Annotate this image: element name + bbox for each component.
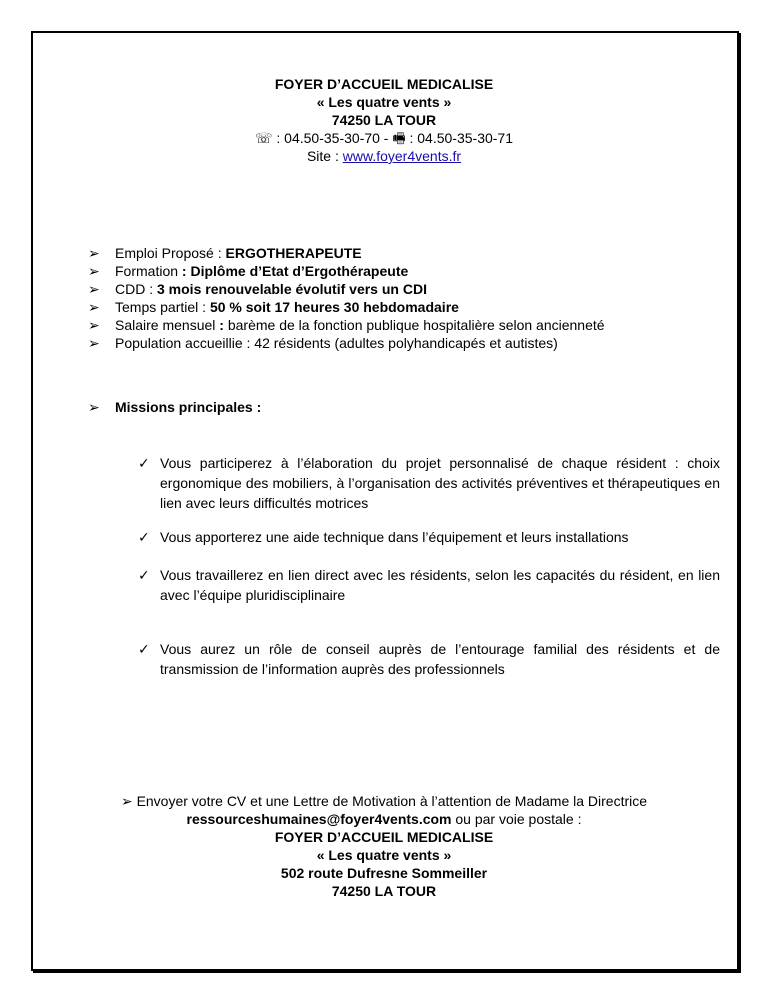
- phone-number: : 04.50-35-30-70 -: [272, 130, 393, 146]
- org-name: FOYER D’ACCUEIL MEDICALISE: [274, 76, 494, 92]
- mission-item: ✓ Vous apporterez une aide technique dans l’équipement et leurs installations: [138, 529, 629, 545]
- mission-item: ✓ Vous aurez un rôle de conseil auprès de l’entourage familial des résidents et de transmission de l’information auprès des professionnels: [138, 641, 720, 677]
- application-instructions: [0, 792, 768, 900]
- list-item: ➢ CDD : 3 mois renouvelable évolutif vers un CDI: [88, 281, 427, 297]
- fax-number: : 04.50-35-30-71: [405, 130, 513, 146]
- address-org: FOYER D’ACCUEIL MEDICALISE: [274, 829, 494, 845]
- arrow-bullet-icon: ➢: [88, 399, 100, 415]
- missions-title: Missions principales :: [115, 399, 262, 415]
- apply-line: ➢ Envoyer votre CV et une Lettre de Motivation à l’attention de Madame la Directrice: [120, 793, 648, 809]
- arrow-bullet-icon: ➢: [88, 281, 100, 297]
- arrow-bullet-icon: ➢: [88, 299, 100, 315]
- org-city: 74250 LA TOUR: [331, 112, 437, 128]
- site-line: [0, 147, 768, 165]
- mission-item: ✓ Vous travaillerez en lien direct avec les résidents, selon les capacités du résident, en lien avec l’équipe pluridisciplinaire: [138, 567, 720, 603]
- check-icon: ✓: [138, 455, 150, 471]
- contact-email[interactable]: ressourceshumaines@foyer4vents.com: [186, 811, 452, 827]
- arrow-bullet-icon: ➢: [88, 317, 100, 333]
- address-city: 74250 LA TOUR: [331, 883, 437, 899]
- list-item: ➢ Population accueillie : 42 résidents (adultes polyhandicapés et autistes): [88, 335, 558, 351]
- check-icon: ✓: [138, 529, 150, 545]
- address-street: 502 route Dufresne Sommeiller: [280, 865, 488, 881]
- org-subtitle: « Les quatre vents »: [316, 94, 452, 110]
- mission-item: ✓ Vous participerez à l’élaboration du projet personnalisé de chaque résident : choix ergonomique des mobiliers, à l’organisation des activités préventives et thérapeutiques en lien avec leurs difficultés motrices: [138, 455, 720, 511]
- contact-line: [0, 129, 768, 147]
- arrow-bullet-icon: ➢: [120, 793, 133, 809]
- check-icon: ✓: [138, 567, 150, 583]
- missions-heading: [88, 398, 261, 416]
- address-subtitle: « Les quatre vents »: [316, 847, 452, 863]
- arrow-bullet-icon: ➢: [88, 335, 100, 351]
- arrow-bullet-icon: ➢: [88, 245, 100, 261]
- arrow-bullet-icon: ➢: [88, 263, 100, 279]
- letterhead: [0, 75, 768, 165]
- site-label: Site :: [306, 148, 343, 164]
- list-item: ➢ Formation : Diplôme d’Etat d’Ergothérapeute: [88, 263, 409, 279]
- list-item: ➢ Temps partiel : 50 % soit 17 heures 30 hebdomadaire: [88, 299, 459, 315]
- list-item: ➢ Emploi Proposé : ERGOTHERAPEUTE: [88, 245, 362, 261]
- email-line: ressourceshumaines@foyer4vents.com ou par voie postale :: [186, 811, 582, 827]
- list-item: ➢ Salaire mensuel : barème de la fonction publique hospitalière selon ancienneté: [88, 317, 605, 333]
- check-icon: ✓: [138, 641, 150, 657]
- site-link[interactable]: www.foyer4vents.fr: [342, 148, 462, 164]
- job-details-list: [88, 244, 605, 352]
- phone-icon: ☏: [255, 130, 273, 146]
- fax-icon: 🖷: [392, 130, 406, 146]
